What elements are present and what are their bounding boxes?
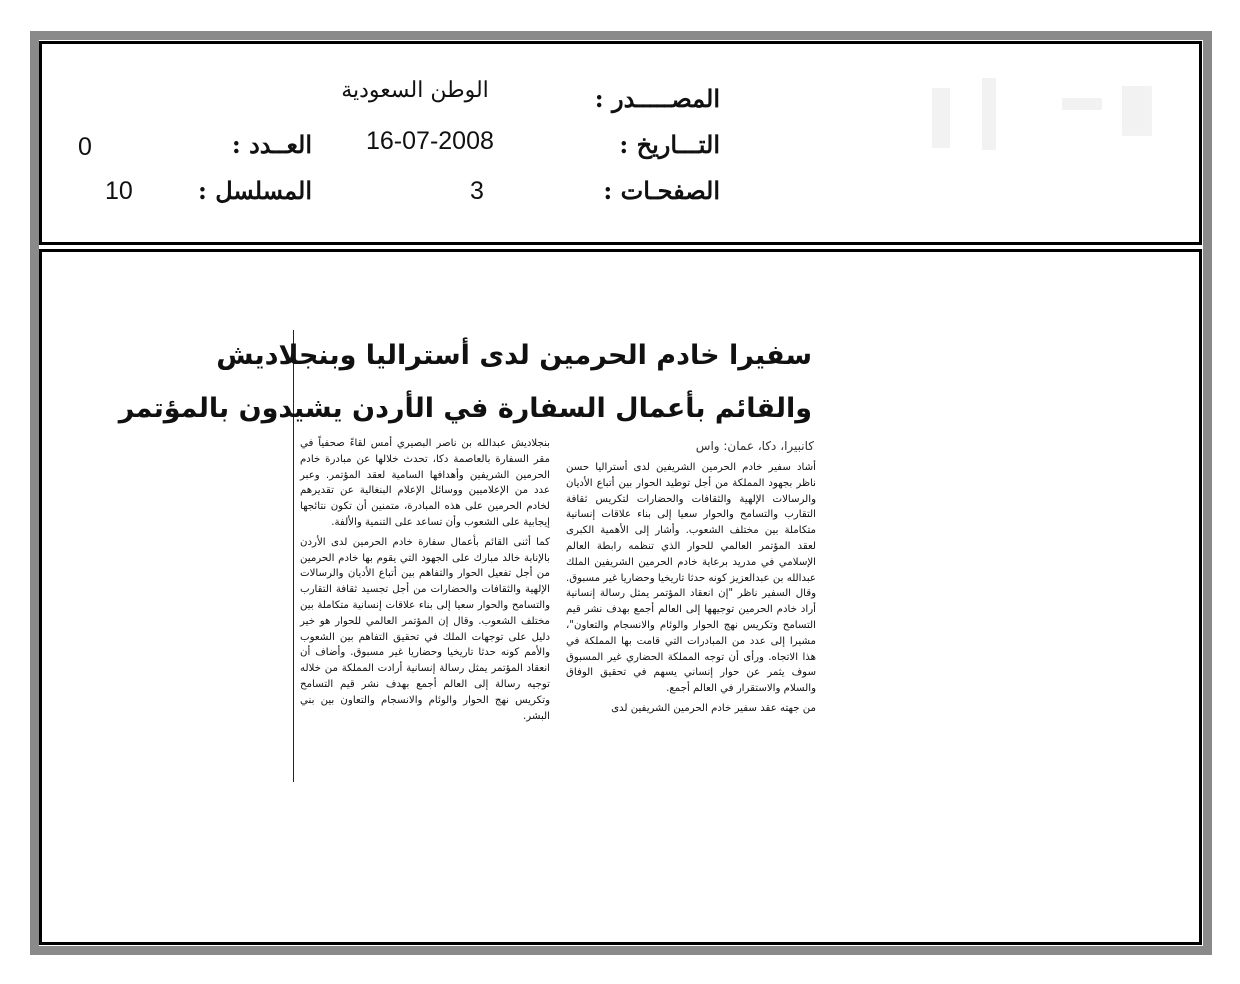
pages-label: الصفحـات : (603, 176, 720, 205)
date-value: 16-07-2008 (366, 127, 494, 155)
article-headline-line-1: سفيرا خادم الحرمين لدى أستراليا وبنجلاديش (216, 340, 812, 371)
article-paragraph: بنجلاديش عبدالله بن ناصر البصيري أمس لقاءً صحفياً في مقر السفارة بالعاصمة دكا، تحدث خلالها عن مبادرة خادم الحرمين الشريفين وأهدافها السامية لعقد المؤتمر. وعبر عدد من الإعلاميين ووسائل الإعلام البنغالية عن تقديرهم لخادم الحرمين على هذه المبادرة، متمنين أن تكون نتائجها إيجابية على الشعوب وأن تساعد على التنمية والألفة. (300, 438, 550, 528)
source-value: الوطن السعودية (341, 78, 489, 103)
article-paragraph: من جهته عقد سفير خادم الحرمين الشريفين لدى (611, 702, 816, 714)
article-left-column (300, 436, 550, 724)
issue-label: العــدد : (231, 130, 312, 159)
watermark-logo (922, 68, 1178, 160)
header-divider (39, 242, 1202, 252)
pages-value: 3 (470, 177, 484, 205)
date-label: التـــاريخ : (619, 130, 720, 159)
serial-value: 10 (105, 177, 133, 205)
issue-value: 0 (78, 133, 92, 161)
article-headline-line-2: والقائم بأعمال السفارة في الأردن يشيدون بالمؤتمر (118, 393, 812, 424)
article-paragraph: كما أثنى القائم بأعمال سفارة خادم الحرمين لدى الأردن بالإنابة خالد مبارك على الجهود التي يقوم بها خادم الحرمين من أجل تفعيل الحوار والتفاهم بين أتباع الأديان والرسالات الإلهية والثقافات والحضارات من أجل تجسيد ثقافة التقارب والتسامح والحوار سعيا إلى بناء علاقات إنسانية متكاملة بين مختلف الشعوب. وقال إن المؤتمر العالمي للحوار هو خير دليل على توجهات الملك في تحقيق التفاهم بين الشعوب والأمم كونه حدثا تاريخيا وحضاريا غير مسبوق. وأضاف أن انعقاد المؤتمر يمثل رسالة إنسانية أرادت المملكة من خلاله توجيه رسالة إلى العالم أجمع بهدف نشر قيم التسامح وتكريس نهج الحوار والوئام والانسجام والتعاون بين بني البشر. (300, 536, 550, 722)
article-right-column (566, 460, 816, 717)
article-dateline: كانبيرا، دكا، عمان: واس (695, 439, 814, 453)
serial-label: المسلسل : (197, 176, 312, 205)
article-paragraph: أشاد سفير خادم الحرمين الشريفين لدى أستراليا حسن ناظر بجهود المملكة من أجل توطيد الحوار بين أتباع الأديان والرسالات الإلهية والثقافات والحضارات لتكريس ثقافة التقارب والتسامح والحوار سعيا إلى بناء علاقات إنسانية متكاملة بين مختلف الشعوب. وأشار إلى الأهمية الكبرى لعقد المؤتمر العالمي للحوار الذي تنظمه رابطة العالم الإسلامي في مدريد برعاية خادم الحرمين الشريفين الملك عبدالله بن عبدالعزيز كونه حدثا تاريخيا وحضاريا غير مسبوق. وقال السفير ناظر "إن انعقاد المؤتمر يمثل رسالة إنسانية أراد خادم الحرمين توجيهها إلى العالم أجمع بهدف نشر قيم التسامح وتكريس نهج الحوار والوئام والانسجام والتعاون"، مشيرا إلى عدد من المبادرات التي قامت بها المملكة في هذا الاتجاه. ورأى أن توجه المملكة الحضاري غير المسبوق سوف يثمر عن حوار إنساني يسهم في تحقيق الوفاق والسلام والاستقرار في العالم أجمع. (566, 462, 816, 695)
source-label: المصـــــدر : (594, 84, 720, 113)
